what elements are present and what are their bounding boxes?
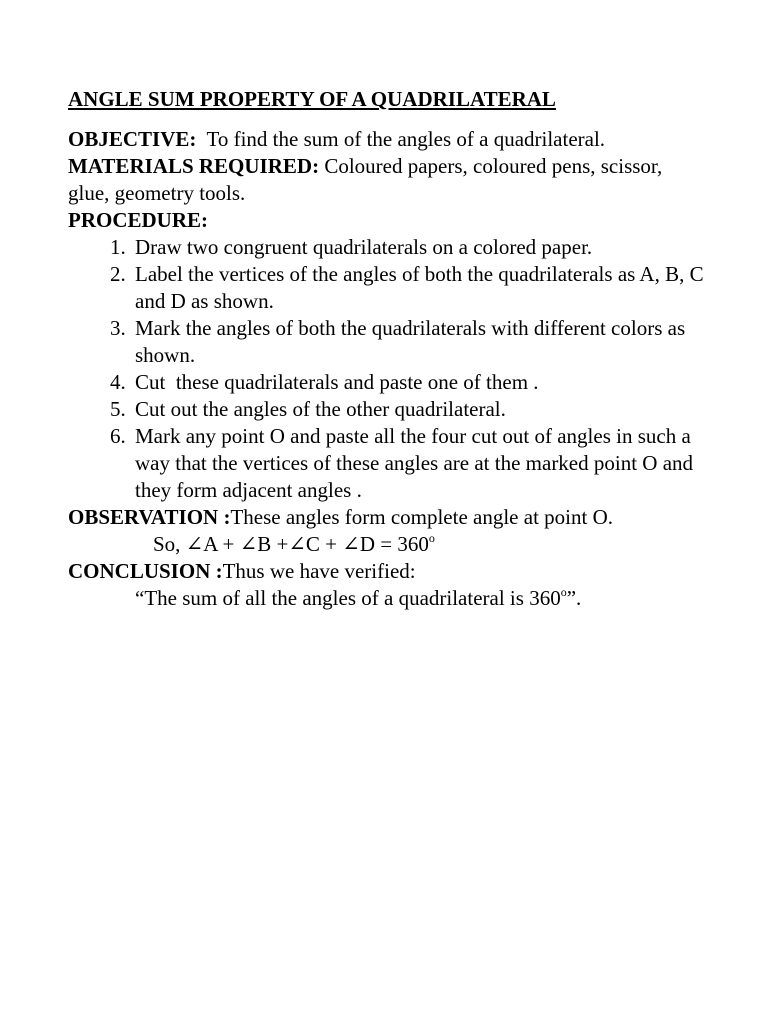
materials-line [68,153,708,207]
step-text: Mark any point O and paste all the four cut out of angles in such a way that the vertices of these angles are at the marked point O and they form adjacent angles . [135,424,694,502]
procedure-step [110,369,708,396]
observation-label: OBSERVATION : [68,505,231,529]
conclusion-line [68,558,708,585]
observation-line [68,504,708,531]
conclusion-label: CONCLUSION : [68,559,223,583]
conclusion-text: Thus we have verified: [222,559,416,583]
step-number: 4. [110,370,126,394]
step-text: Cut out the angles of the other quadrilateral. [135,397,506,421]
step-text: Label the vertices of the angles of both the quadrilaterals as A, B, C and D as shown. [135,262,704,313]
step-number: 5. [110,397,126,421]
step-number: 3. [110,316,126,340]
conclusion-quote [68,585,708,612]
quote-text: “The sum of all the angles of a quadrilateral is 360 [135,586,561,610]
angle-sum-equation [68,531,708,558]
procedure-step [110,423,708,504]
degree-symbol: o [428,531,435,545]
procedure-step [110,396,708,423]
degree-symbol: o [560,585,567,599]
equation-text: So, ∠A + ∠B +∠C + ∠D = 360 [153,532,429,556]
step-number: 1. [110,235,126,259]
document-page [68,86,708,612]
step-number: 6. [110,424,126,448]
step-text: Draw two congruent quadrilaterals on a colored paper. [135,235,593,259]
procedure-steps [68,234,708,504]
step-text: Cut these quadrilaterals and paste one of them . [135,370,539,394]
document-title: ANGLE SUM PROPERTY OF A QUADRILATERAL [68,87,556,111]
objective-text: To find the sum of the angles of a quadrilateral. [196,127,606,151]
step-number: 2. [110,262,126,286]
materials-text: Coloured papers, coloured pens, scissor, glue, geometry tools. [68,154,663,205]
quote-end: ”. [566,586,582,610]
objective-line [68,126,708,153]
step-text: Mark the angles of both the quadrilaterals with different colors as shown. [135,316,686,367]
procedure-label: PROCEDURE: [68,208,208,232]
procedure-step [110,261,708,315]
materials-label: MATERIALS REQUIRED: [68,154,320,178]
procedure-step [110,315,708,369]
procedure-step [110,234,708,261]
observation-text: These angles form complete angle at point O. [230,505,613,529]
objective-label: OBJECTIVE: [68,127,197,151]
